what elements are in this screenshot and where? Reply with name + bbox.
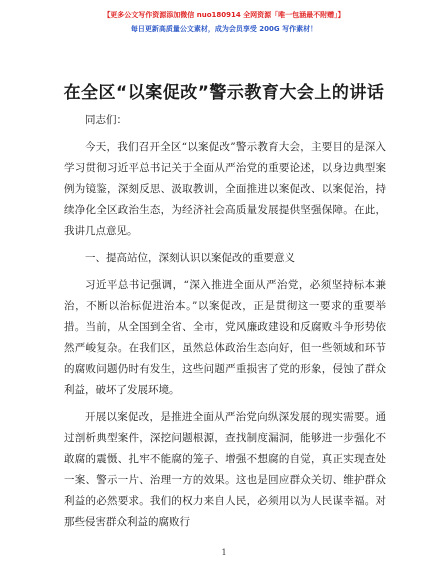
section-heading-1: 一、提高站位，深刻认识以案促改的重要意义	[85, 252, 295, 264]
salutation: 同志们：	[85, 114, 127, 126]
document-title: 在全区“以案促改”警示教育大会上的讲话	[63, 83, 385, 103]
document-body	[64, 110, 386, 533]
promo-banner-line-1: 【更多公文写作资源添加微信 nuo180914 全网资源「唯一包涵最不附赠」】	[103, 11, 345, 19]
paragraph-3: 开展以案促改，是推进全面从严治党向纵深发展的现实需要。通过剖析典型案件，深挖问题根源，查找制度漏洞，能够进一步强化不敢腐的震慑、扎牢不能腐的笼子、增强不想腐的自觉，真正实现查处一案、警示一片、治理一方的效果。这也是回应群众关切、维护群众利益的必然要求。我们的权力来自人民，必须用以为人民谋幸福。对那些侵害群众利益的腐败行	[64, 411, 386, 528]
paragraph-intro: 今天，我们召开全区“以案促改”警示教育大会，主要目的是深入学习贯彻习近平总书记关于全面从严治党的重要论述，以身边典型案例为镜鉴，深刻反思、汲取教训，全面推进以案促改、以案促治，持续净化全区政治生态，为经济社会高质量发展提供坚强保障。在此，我讲几点意见。	[64, 141, 386, 237]
paragraph-2: 习近平总书记强调，“深入推进全面从严治党，必须坚持标本兼治，不断以治标促进治本。”以案促改，正是贯彻这一要求的重要举措。当前，从全国到全省、全市，党风廉政建设和反腐败斗争形势依然严峻复杂。在我们区，虽然总体政治生态向好，但一些领域和环节的腐败问题仍时有发生，这些问题严重损害了党的形象，侵蚀了群众利益，破坏了发展环境。	[64, 279, 386, 396]
promo-banner-line-2: 每日更新高质量公文素材，成为会员享受 200G 写作素材！	[130, 25, 318, 33]
page-number: 1	[221, 548, 227, 557]
